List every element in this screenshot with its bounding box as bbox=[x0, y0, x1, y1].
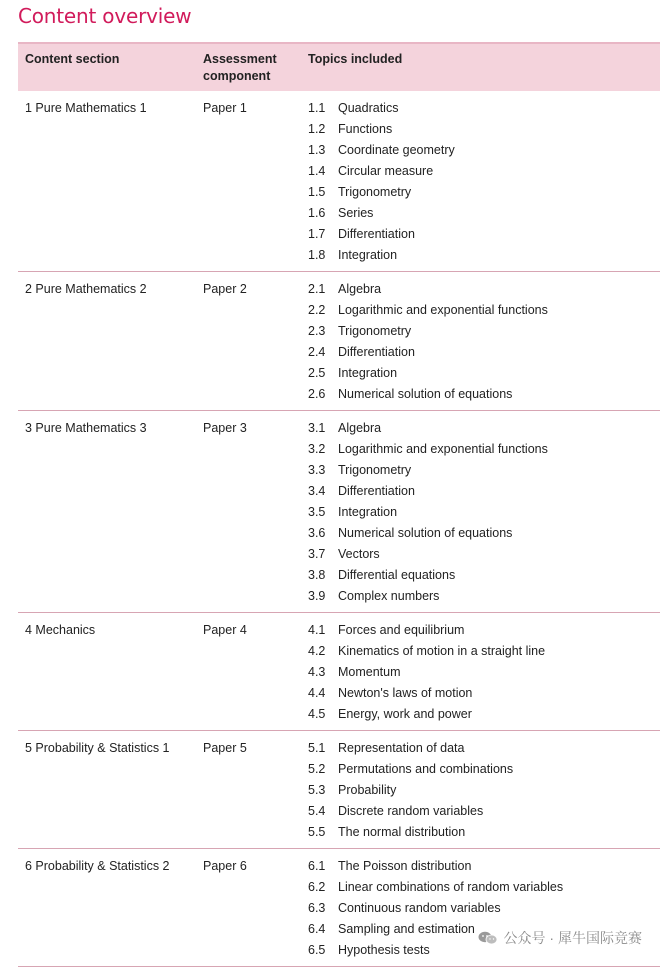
content-section-row bbox=[18, 731, 660, 849]
topic-item bbox=[308, 856, 660, 877]
topic-label: Continuous random variables bbox=[338, 901, 501, 915]
section-name: 4 Mechanics bbox=[25, 623, 96, 637]
topic-item bbox=[308, 641, 660, 662]
topic-label: Differentiation bbox=[338, 345, 415, 359]
topic-label: The Poisson distribution bbox=[338, 859, 472, 873]
topic-item bbox=[308, 300, 660, 321]
topic-item bbox=[308, 119, 660, 140]
topic-number: 4.3 bbox=[308, 665, 326, 679]
header-topics-included: Topics included bbox=[308, 52, 403, 66]
topic-number: 2.5 bbox=[308, 366, 326, 380]
topic-number: 3.1 bbox=[308, 421, 326, 435]
topic-number: 3.5 bbox=[308, 505, 326, 519]
topic-label: Series bbox=[338, 206, 374, 220]
topic-item bbox=[308, 704, 660, 725]
topic-number: 6.5 bbox=[308, 943, 326, 957]
topic-number: 3.4 bbox=[308, 484, 326, 498]
topic-number: 1.8 bbox=[308, 248, 326, 262]
topics-list bbox=[18, 418, 660, 607]
topic-label: Sampling and estimation bbox=[338, 922, 475, 936]
topic-label: Linear combinations of random variables bbox=[338, 880, 564, 894]
topic-number: 5.4 bbox=[308, 804, 326, 818]
topic-number: 1.4 bbox=[308, 164, 326, 178]
topic-number: 3.8 bbox=[308, 568, 326, 582]
watermark bbox=[478, 928, 642, 948]
topic-item bbox=[308, 523, 660, 544]
section-name: 6 Probability & Statistics 2 bbox=[25, 859, 170, 873]
topic-number: 4.2 bbox=[308, 644, 326, 658]
topic-label: Discrete random variables bbox=[338, 804, 484, 818]
topic-number: 5.3 bbox=[308, 783, 326, 797]
topic-number: 5.5 bbox=[308, 825, 326, 839]
section-name: 2 Pure Mathematics 2 bbox=[25, 282, 147, 296]
topic-label: Vectors bbox=[338, 547, 380, 561]
topic-number: 6.4 bbox=[308, 922, 326, 936]
assessment-paper: Paper 5 bbox=[203, 741, 247, 755]
topic-label: Forces and equilibrium bbox=[338, 623, 465, 637]
topic-item bbox=[308, 342, 660, 363]
topic-item bbox=[308, 780, 660, 801]
topic-label: Coordinate geometry bbox=[338, 143, 455, 157]
topic-number: 2.4 bbox=[308, 345, 326, 359]
topic-item bbox=[308, 245, 660, 266]
topic-number: 1.5 bbox=[308, 185, 326, 199]
topic-label: The normal distribution bbox=[338, 825, 466, 839]
topic-label: Circular measure bbox=[338, 164, 434, 178]
topic-label: Trigonometry bbox=[338, 463, 412, 477]
topic-number: 6.1 bbox=[308, 859, 326, 873]
topic-item bbox=[308, 224, 660, 245]
topic-label: Trigonometry bbox=[338, 324, 412, 338]
assessment-paper: Paper 3 bbox=[203, 421, 247, 435]
topic-number: 1.2 bbox=[308, 122, 326, 136]
topic-item bbox=[308, 586, 660, 607]
topic-number: 1.7 bbox=[308, 227, 326, 241]
topic-item bbox=[308, 98, 660, 119]
topic-label: Permutations and combinations bbox=[338, 762, 514, 776]
topic-number: 3.6 bbox=[308, 526, 326, 540]
section-name: 3 Pure Mathematics 3 bbox=[25, 421, 147, 435]
topic-number: 6.3 bbox=[308, 901, 326, 915]
topic-label: Integration bbox=[338, 248, 398, 262]
assessment-paper: Paper 2 bbox=[203, 282, 247, 296]
topic-label: Quadratics bbox=[338, 101, 399, 115]
topic-item bbox=[308, 565, 660, 586]
topic-number: 2.6 bbox=[308, 387, 326, 401]
topic-item bbox=[308, 140, 660, 161]
content-section-row bbox=[18, 849, 660, 967]
topic-label: Integration bbox=[338, 505, 398, 519]
topic-label: Kinematics of motion in a straight line bbox=[338, 644, 546, 658]
topic-item bbox=[308, 481, 660, 502]
topic-item bbox=[308, 182, 660, 203]
topic-item bbox=[308, 759, 660, 780]
topic-number: 2.1 bbox=[308, 282, 326, 296]
topic-label: Differentiation bbox=[338, 227, 415, 241]
topic-item bbox=[308, 161, 660, 182]
table-body bbox=[18, 91, 660, 967]
content-overview-table bbox=[18, 42, 660, 967]
topic-label: Hypothesis tests bbox=[338, 943, 430, 957]
topic-item bbox=[308, 898, 660, 919]
section-name: 5 Probability & Statistics 1 bbox=[25, 741, 170, 755]
content-section-row bbox=[18, 411, 660, 613]
topic-label: Logarithmic and exponential functions bbox=[338, 442, 548, 456]
topic-item bbox=[308, 662, 660, 683]
topic-label: Algebra bbox=[338, 421, 382, 435]
topic-label: Probability bbox=[338, 783, 397, 797]
assessment-paper: Paper 6 bbox=[203, 859, 247, 873]
topic-label: Representation of data bbox=[338, 741, 465, 755]
topic-item bbox=[308, 363, 660, 384]
topic-label: Differentiation bbox=[338, 484, 415, 498]
topic-label: Trigonometry bbox=[338, 185, 412, 199]
topic-number: 1.6 bbox=[308, 206, 326, 220]
topic-item bbox=[308, 683, 660, 704]
topic-item bbox=[308, 384, 660, 405]
topic-item bbox=[308, 544, 660, 565]
topic-number: 4.4 bbox=[308, 686, 326, 700]
topic-item bbox=[308, 620, 660, 641]
topic-label: Functions bbox=[338, 122, 393, 136]
header-content-section: Content section bbox=[25, 52, 120, 66]
topic-number: 4.5 bbox=[308, 707, 326, 721]
topic-item bbox=[308, 502, 660, 523]
section-name: 1 Pure Mathematics 1 bbox=[25, 101, 147, 115]
header-assessment-component: Assessment component bbox=[203, 52, 277, 83]
topic-number: 1.1 bbox=[308, 101, 326, 115]
topics-list bbox=[18, 620, 660, 725]
topic-number: 2.3 bbox=[308, 324, 326, 338]
topic-number: 3.9 bbox=[308, 589, 326, 603]
topic-item bbox=[308, 801, 660, 822]
topic-item bbox=[308, 203, 660, 224]
topic-number: 6.2 bbox=[308, 880, 326, 894]
content-section-row bbox=[18, 613, 660, 731]
assessment-paper: Paper 1 bbox=[203, 101, 247, 115]
topic-label: Numerical solution of equations bbox=[338, 526, 513, 540]
topics-list bbox=[18, 98, 660, 266]
topic-item bbox=[308, 822, 660, 843]
topic-number: 4.1 bbox=[308, 623, 326, 637]
content-section-row bbox=[18, 272, 660, 411]
topic-label: Differential equations bbox=[338, 568, 456, 582]
topic-label: Newton's laws of motion bbox=[338, 686, 473, 700]
topic-number: 5.1 bbox=[308, 741, 326, 755]
topic-label: Energy, work and power bbox=[338, 707, 472, 721]
topic-item bbox=[308, 439, 660, 460]
topic-item bbox=[308, 877, 660, 898]
topic-label: Algebra bbox=[338, 282, 382, 296]
topic-item bbox=[308, 738, 660, 759]
table-header bbox=[18, 42, 660, 91]
topic-item bbox=[308, 460, 660, 481]
topic-item bbox=[308, 279, 660, 300]
topic-item bbox=[308, 321, 660, 342]
page-title: Content overview bbox=[18, 4, 192, 28]
topic-number: 3.7 bbox=[308, 547, 326, 561]
topic-label: Logarithmic and exponential functions bbox=[338, 303, 548, 317]
topic-label: Numerical solution of equations bbox=[338, 387, 513, 401]
watermark-text: 公众号 · 犀牛国际竞赛 bbox=[503, 930, 642, 946]
topic-number: 3.3 bbox=[308, 463, 326, 477]
content-section-row bbox=[18, 91, 660, 272]
topic-label: Momentum bbox=[338, 665, 401, 679]
topic-number: 1.3 bbox=[308, 143, 326, 157]
topic-number: 2.2 bbox=[308, 303, 326, 317]
topic-item bbox=[308, 418, 660, 439]
topic-number: 5.2 bbox=[308, 762, 326, 776]
assessment-paper: Paper 4 bbox=[203, 623, 247, 637]
topic-label: Integration bbox=[338, 366, 398, 380]
topic-label: Complex numbers bbox=[338, 589, 440, 603]
topic-number: 3.2 bbox=[308, 442, 326, 456]
wechat-icon bbox=[478, 931, 498, 945]
